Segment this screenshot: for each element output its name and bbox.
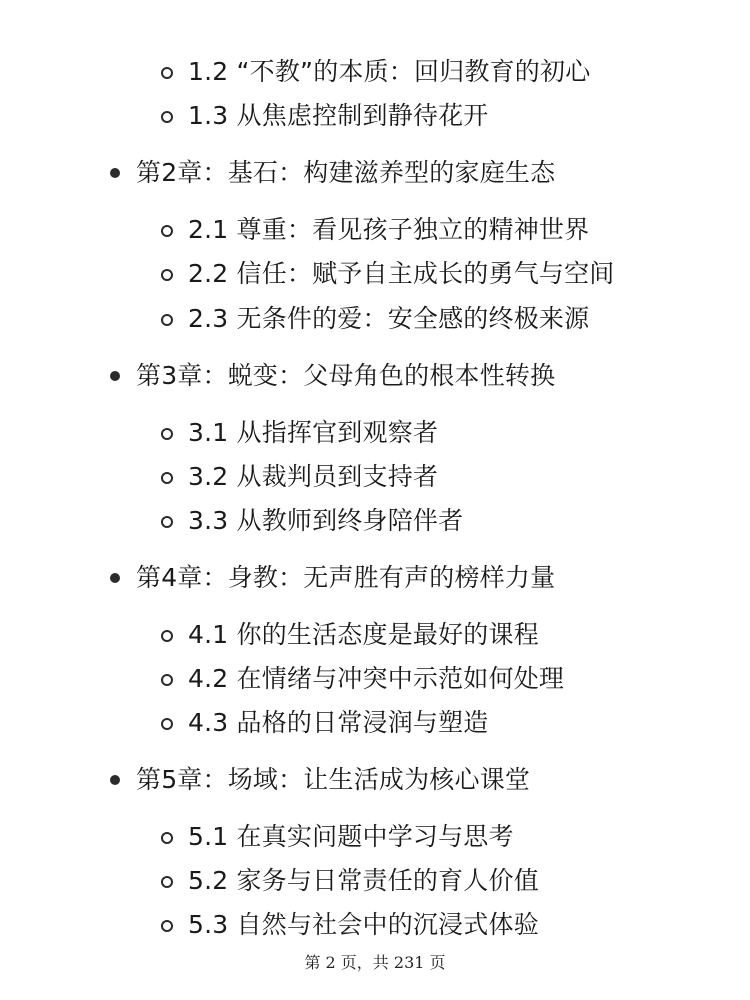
toc-subsection-label: 1.3 从焦虑控制到静待花开 bbox=[188, 101, 489, 130]
toc-subsection-label: 3.2 从裁判员到支持者 bbox=[188, 462, 439, 491]
circle-bullet-icon bbox=[161, 111, 173, 123]
disc-bullet-icon bbox=[110, 168, 120, 178]
toc-subsection-label: 5.1 在真实问题中学习与思考 bbox=[188, 822, 514, 851]
toc-chapter-title: 第2章：基石：构建滋养型的家庭生态 bbox=[136, 158, 556, 187]
toc-subsection-label: 1.2 “不教”的本质：回归教育的初心 bbox=[188, 57, 591, 86]
toc-subsection-label: 5.3 自然与社会中的沉浸式体验 bbox=[188, 910, 539, 939]
toc-subsection-label: 3.1 从指挥官到观察者 bbox=[188, 418, 439, 447]
circle-bullet-icon bbox=[161, 428, 173, 440]
circle-bullet-icon bbox=[161, 516, 173, 528]
toc-chapter-title: 第5章：场域：让生活成为核心课堂 bbox=[136, 765, 531, 794]
circle-bullet-icon bbox=[161, 718, 173, 730]
circle-bullet-icon bbox=[161, 269, 173, 281]
circle-bullet-icon bbox=[161, 630, 173, 642]
toc-subsection-label: 4.2 在情绪与冲突中示范如何处理 bbox=[188, 664, 565, 693]
toc-subsection-label: 2.1 尊重：看见孩子独立的精神世界 bbox=[188, 215, 590, 244]
disc-bullet-icon bbox=[110, 371, 120, 381]
page-number-footer: 第 2 页，共 231 页 bbox=[304, 953, 446, 972]
circle-bullet-icon bbox=[161, 674, 173, 686]
circle-bullet-icon bbox=[161, 832, 173, 844]
toc-chapter-title: 第4章：身教：无声胜有声的榜样力量 bbox=[136, 563, 556, 592]
toc-chapter-title: 第3章：蜕变：父母角色的根本性转换 bbox=[136, 361, 556, 390]
toc-subsection-label: 3.3 从教师到终身陪伴者 bbox=[188, 506, 464, 535]
toc-subsection-label: 2.2 信任：赋予自主成长的勇气与空间 bbox=[188, 259, 615, 288]
toc-subsection-label: 4.3 品格的日常浸润与塑造 bbox=[188, 708, 489, 737]
disc-bullet-icon bbox=[110, 573, 120, 583]
circle-bullet-icon bbox=[161, 920, 173, 932]
circle-bullet-icon bbox=[161, 472, 173, 484]
circle-bullet-icon bbox=[161, 314, 173, 326]
toc-subsection-label: 4.1 你的生活态度是最好的课程 bbox=[188, 620, 539, 649]
disc-bullet-icon bbox=[110, 775, 120, 785]
circle-bullet-icon bbox=[161, 876, 173, 888]
toc-subsection-label: 2.3 无条件的爱：安全感的终极来源 bbox=[188, 304, 590, 333]
circle-bullet-icon bbox=[161, 225, 173, 237]
circle-bullet-icon bbox=[161, 67, 173, 79]
toc-subsection-label: 5.2 家务与日常责任的育人价值 bbox=[188, 866, 539, 895]
